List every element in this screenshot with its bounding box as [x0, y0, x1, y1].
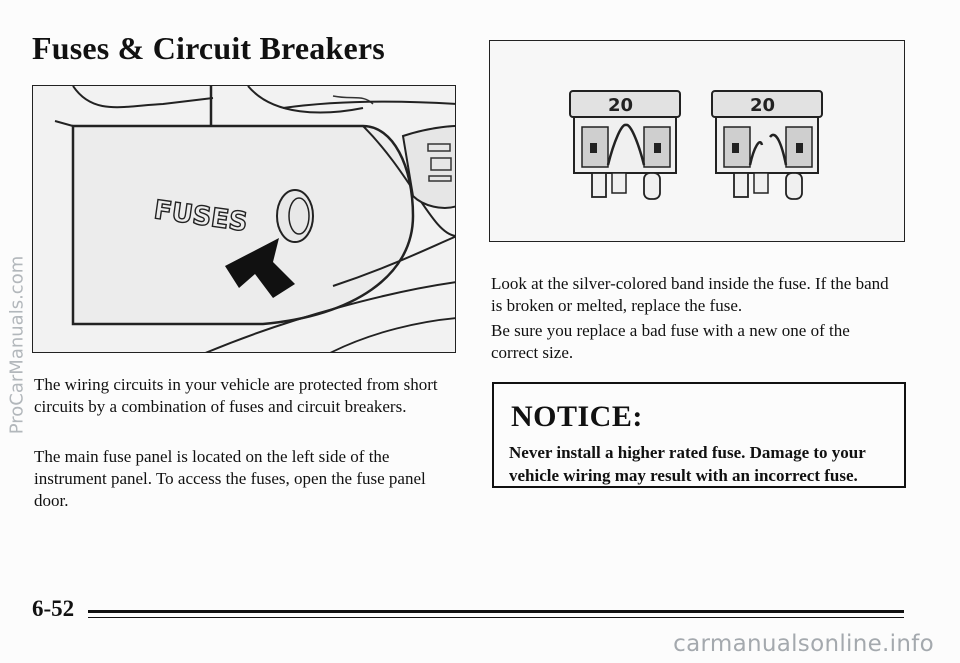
wiring-circuits-paragraph: The wiring circuits in your vehicle are protected from short circuits by a combination of fuses and circuit breakers. [34, 375, 438, 416]
page-number: 6-52 [32, 596, 75, 621]
blown-fuse-icon [712, 91, 822, 199]
notice-text: Never install a higher rated fuse. Damage to your vehicle wiring may result with an incorrect fuse. [509, 443, 866, 485]
fuse-1-rating: 20 [608, 95, 634, 116]
notice-title: NOTICE: [511, 400, 643, 433]
page-title: Fuses & Circuit Breakers [32, 30, 385, 66]
fuses-panel-label: FUSES [152, 195, 250, 239]
bottom-watermark: carmanualsonline.info [673, 631, 934, 657]
good-fuse-icon [570, 91, 680, 199]
replace-fuse-paragraph: Be sure you replace a bad fuse with a new one of the correct size. [491, 321, 850, 362]
footer-rule-thick [88, 610, 904, 613]
check-fuse-paragraph: Look at the silver-colored band inside the fuse. If the band is broken or melted, replace the fuse. [491, 274, 889, 315]
footer-rule-thin [88, 617, 904, 618]
side-watermark-text: ProCarManuals.com [6, 255, 28, 435]
fuse-2-rating: 20 [750, 95, 776, 116]
side-watermark [4, 195, 30, 495]
fuse-panel-illustration [32, 85, 456, 353]
notice-box [492, 382, 906, 488]
fuse-comparison-illustration [489, 40, 905, 242]
fuse-panel-location-paragraph: The main fuse panel is located on the left side of the instrument panel. To access the fuses, open the fuse panel door. [34, 447, 426, 510]
